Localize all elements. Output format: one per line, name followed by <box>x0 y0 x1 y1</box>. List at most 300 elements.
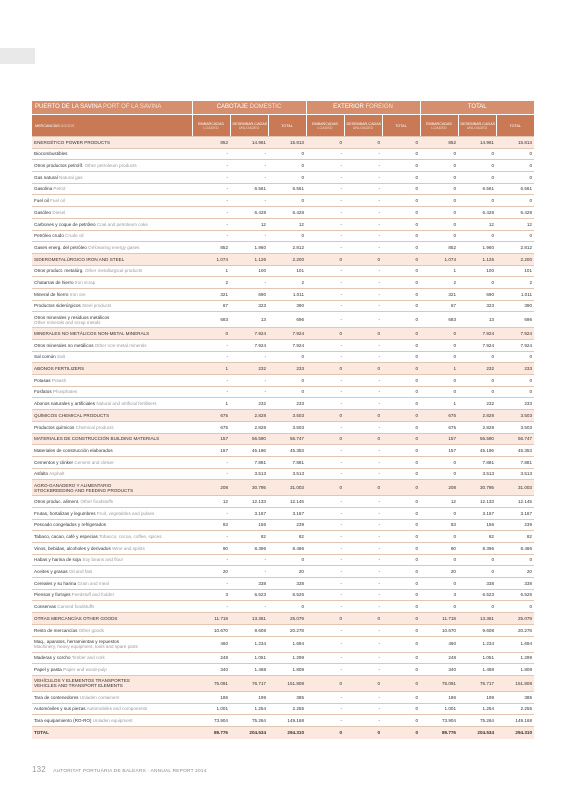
value-cell: - <box>306 715 344 727</box>
label-en: Chemical products <box>75 424 114 430</box>
value-cell: 294.310 <box>496 726 534 739</box>
value-cell: 0 <box>306 363 344 375</box>
goods-label-cell <box>32 554 192 566</box>
label-en: Petrol <box>53 186 66 192</box>
value-cell: 0 <box>344 328 382 340</box>
value-cell: - <box>306 421 344 433</box>
value-cell: - <box>192 160 230 172</box>
label-en: Canned foodstuffs <box>57 604 95 610</box>
goods-label-cell <box>32 691 192 703</box>
value-cell: 0 <box>344 363 382 375</box>
label-en: Iron ore <box>69 291 86 297</box>
value-cell: - <box>306 624 344 636</box>
label-es: Otros product. metalúrg. <box>34 268 84 274</box>
table-row <box>32 507 534 519</box>
label-es: MATERIALES DE CONSTRUCCIÓN <box>34 436 110 442</box>
table-row <box>32 195 534 207</box>
value-cell: - <box>306 566 344 578</box>
total-column-header: TOTAL <box>382 115 420 137</box>
table-row <box>32 421 534 433</box>
value-cell: - <box>192 375 230 387</box>
value-cell: 0 <box>496 601 534 613</box>
value-cell: 7.881 <box>458 456 496 468</box>
label-es: Cereales y su harina <box>34 580 77 586</box>
label-en: CHEMICAL PRODUCTS <box>58 412 110 418</box>
value-cell: - <box>344 230 382 242</box>
value-cell: - <box>306 554 344 566</box>
label-es: Potasas <box>34 377 51 383</box>
table-row <box>32 691 534 703</box>
value-cell: 852 <box>192 137 230 149</box>
value-cell: - <box>344 652 382 664</box>
goods-label-cell <box>32 624 192 636</box>
value-cell: 3.503 <box>496 421 534 433</box>
footer-org: AUTORITAT PORTUÀRIA DE BALEARS <box>53 769 146 774</box>
label-es: QUÍMICOS <box>34 412 58 418</box>
value-cell: 0 <box>268 601 306 613</box>
label-es: Maderas y corcho <box>34 655 71 661</box>
goods-label-cell <box>32 543 192 555</box>
label-es: Tara de contenedores <box>34 694 79 700</box>
value-cell: 321 <box>420 288 458 300</box>
value-cell: 13 <box>230 312 268 328</box>
value-cell: 100 <box>230 265 268 277</box>
value-cell: 1 <box>420 398 458 410</box>
value-cell: 0 <box>382 496 420 508</box>
label-es: SIDEROMETALÚRGICO <box>34 256 85 262</box>
label-es: Piensos y forrajes <box>34 592 71 598</box>
value-cell: 1.011 <box>268 288 306 300</box>
category-row <box>32 480 534 496</box>
value-cell: 0 <box>382 230 420 242</box>
label-en: Unladen equipment <box>92 717 133 723</box>
value-cell: 7.924 <box>496 340 534 352</box>
value-cell: - <box>344 519 382 531</box>
value-cell: - <box>192 148 230 160</box>
goods-label-cell <box>32 351 192 363</box>
value-cell: 0 <box>496 160 534 172</box>
value-cell: 1.694 <box>496 636 534 652</box>
value-cell: 20 <box>192 566 230 578</box>
value-cell: 0 <box>344 410 382 422</box>
value-cell: 1.254 <box>230 703 268 715</box>
value-cell: 0 <box>382 726 420 739</box>
value-cell: 0 <box>268 148 306 160</box>
value-cell: 385 <box>268 691 306 703</box>
goods-label-cell <box>32 172 192 184</box>
label-es: AGRO-GANADERO Y ALIMENTARIO <box>34 482 112 488</box>
value-cell: 6.523 <box>230 589 268 601</box>
value-cell: 3.503 <box>496 410 534 422</box>
value-cell: 0 <box>344 480 382 496</box>
label-en: OTHER GOODS <box>83 615 118 621</box>
value-cell: 0 <box>458 195 496 207</box>
value-cell: 208 <box>420 480 458 496</box>
goods-label-cell <box>32 519 192 531</box>
value-cell: 89.776 <box>192 726 230 739</box>
value-cell: 2.200 <box>496 253 534 265</box>
value-cell: - <box>344 664 382 676</box>
value-cell: 2.255 <box>268 703 306 715</box>
value-cell: 0 <box>306 253 344 265</box>
value-cell: 6.561 <box>230 183 268 195</box>
value-cell: 0 <box>382 375 420 387</box>
value-cell: 0 <box>382 703 420 715</box>
label-es: Productos siderúrgicos <box>34 303 81 309</box>
value-cell: 75.091 <box>420 675 458 691</box>
unloaded-column-header: DESEMBAR-CADAS UNLOADED <box>344 115 382 137</box>
table-row <box>32 519 534 531</box>
category-row <box>32 433 534 445</box>
value-cell: 2 <box>268 277 306 289</box>
value-cell: 3 <box>192 589 230 601</box>
value-cell: 1.126 <box>458 253 496 265</box>
value-cell: 1.694 <box>268 636 306 652</box>
value-cell: 0 <box>420 468 458 480</box>
table-row <box>32 183 534 195</box>
label-es: Gas natural <box>34 174 58 180</box>
value-cell: 1.808 <box>268 664 306 676</box>
value-cell: 3.167 <box>268 507 306 519</box>
value-cell: 460 <box>420 636 458 652</box>
goods-label-cell <box>32 410 192 422</box>
label-es: Pescado congelados y refrigerados <box>34 522 107 528</box>
label-es: Mineral de hierro <box>34 291 69 297</box>
value-cell: 6.561 <box>496 183 534 195</box>
value-cell: 0 <box>382 312 420 328</box>
value-cell: 11.718 <box>420 613 458 625</box>
value-cell: - <box>306 386 344 398</box>
value-cell: 0 <box>382 288 420 300</box>
table-row <box>32 386 534 398</box>
value-cell: 0 <box>268 386 306 398</box>
traffic-table <box>32 101 534 739</box>
value-cell: - <box>344 218 382 230</box>
value-cell: 0 <box>382 566 420 578</box>
label-es: Materiales de construcción elaborados <box>34 447 113 453</box>
goods-label-cell <box>32 386 192 398</box>
value-cell: 0 <box>268 195 306 207</box>
label-es: OTRAS MERCANCÍAS <box>34 615 82 621</box>
category-row <box>32 328 534 340</box>
label-es: Gasóleo <box>34 209 52 215</box>
value-cell: 0 <box>306 410 344 422</box>
value-cell: - <box>306 543 344 555</box>
value-cell: 0 <box>420 218 458 230</box>
label-en: BUILDING MATERIALS <box>110 436 160 442</box>
value-cell: 0 <box>382 410 420 422</box>
label-es: Carbones y coque de petróleo <box>34 221 96 227</box>
label-es: Fosfatos <box>34 389 52 395</box>
value-cell: 0 <box>382 543 420 555</box>
value-cell: 1.126 <box>230 253 268 265</box>
value-cell: - <box>230 277 268 289</box>
value-cell: 67 <box>192 300 230 312</box>
value-cell: 696 <box>496 312 534 328</box>
value-cell: 0 <box>268 172 306 184</box>
value-cell: - <box>192 386 230 398</box>
value-cell: 0 <box>382 421 420 433</box>
value-cell: 0 <box>382 507 420 519</box>
value-cell: 390 <box>268 300 306 312</box>
table-row <box>32 589 534 601</box>
label-en: Steel products <box>82 303 112 309</box>
value-cell: 0 <box>420 340 458 352</box>
label-en: Natural gas <box>59 174 83 180</box>
value-cell: - <box>344 340 382 352</box>
value-cell: 0 <box>344 726 382 739</box>
value-cell: 89.776 <box>420 726 458 739</box>
value-cell: 6.561 <box>268 183 306 195</box>
header-gray-bar <box>0 48 35 64</box>
value-cell: 0 <box>420 456 458 468</box>
value-cell: 1.051 <box>230 652 268 664</box>
goods-label-cell <box>32 277 192 289</box>
value-cell: - <box>306 312 344 328</box>
value-cell: - <box>344 172 382 184</box>
value-cell: - <box>344 375 382 387</box>
label-es: Fuel oil <box>34 198 49 204</box>
value-cell: - <box>344 242 382 254</box>
value-cell: 75.091 <box>192 675 230 691</box>
value-cell: 0 <box>382 340 420 352</box>
goods-label-cell <box>32 589 192 601</box>
value-cell: 1 <box>192 398 230 410</box>
value-cell: 6.526 <box>496 589 534 601</box>
table-body <box>32 137 534 739</box>
table-row <box>32 207 534 219</box>
label-es: Aceites y grasas <box>34 569 68 575</box>
value-cell: 2.255 <box>496 703 534 715</box>
value-cell: 0 <box>382 328 420 340</box>
table-row <box>32 300 534 312</box>
value-cell: 0 <box>458 375 496 387</box>
value-cell: 0 <box>344 433 382 445</box>
label-en: Soy beans and flour <box>82 557 124 563</box>
value-cell: 233 <box>268 363 306 375</box>
value-cell: 0 <box>382 652 420 664</box>
value-cell: 0 <box>382 183 420 195</box>
table-row <box>32 715 534 727</box>
label-en: STOCKBREEDING AND FEEDING PRODUCTS <box>34 487 134 493</box>
label-en: Crude oil <box>65 233 84 239</box>
value-cell: - <box>306 507 344 519</box>
value-cell: 3.513 <box>230 468 268 480</box>
value-cell: 0 <box>458 601 496 613</box>
value-cell: - <box>192 207 230 219</box>
value-cell: 0 <box>496 386 534 398</box>
table-row <box>32 601 534 613</box>
value-cell: 157 <box>192 445 230 457</box>
value-cell: 232 <box>458 363 496 375</box>
label-es: Frutas, hortalizas y legumbres <box>34 510 96 516</box>
value-cell: 0 <box>382 589 420 601</box>
label-es: Otros minerales y residuos metálicos <box>34 314 110 320</box>
value-cell: 0 <box>382 265 420 277</box>
value-cell: 0 <box>306 328 344 340</box>
value-cell: - <box>306 531 344 543</box>
goods-label-cell <box>32 507 192 519</box>
value-cell: 31.003 <box>268 480 306 496</box>
value-cell: 0 <box>420 386 458 398</box>
value-cell: 0 <box>420 160 458 172</box>
label-en: Other non-metal minerals <box>94 342 147 348</box>
value-cell: 1.234 <box>458 636 496 652</box>
category-row <box>32 253 534 265</box>
value-cell: - <box>344 288 382 300</box>
label-en: Other goods <box>78 627 104 633</box>
table-row <box>32 456 534 468</box>
label-es: Sal común <box>34 354 56 360</box>
goods-label-cell <box>32 288 192 300</box>
goods-label-cell <box>32 312 192 328</box>
value-cell: - <box>306 468 344 480</box>
value-cell: 2.828 <box>230 421 268 433</box>
value-cell: 0 <box>458 160 496 172</box>
value-cell: - <box>344 691 382 703</box>
value-cell: 7.924 <box>496 328 534 340</box>
value-cell: 0 <box>420 578 458 590</box>
label-en: Oil-bearing energy gases <box>88 244 140 250</box>
value-cell: 1.051 <box>458 652 496 664</box>
goods-label-cell <box>32 363 192 375</box>
port-title: PUERTO DE LA SAVINA PORT OF LA SAVINA <box>32 101 192 115</box>
value-cell: - <box>344 589 382 601</box>
value-cell: 248 <box>192 652 230 664</box>
value-cell: 186 <box>420 691 458 703</box>
goods-label-cell <box>32 242 192 254</box>
table-row <box>32 543 534 555</box>
value-cell: 73.904 <box>420 715 458 727</box>
value-cell: 1.808 <box>496 664 534 676</box>
goods-label-cell <box>32 613 192 625</box>
value-cell: - <box>344 312 382 328</box>
unloaded-column-header: DESEMBAR-CADAS UNLOADED <box>458 115 496 137</box>
value-cell: 157 <box>192 433 230 445</box>
value-cell: 0 <box>382 207 420 219</box>
value-cell: 675 <box>420 421 458 433</box>
value-cell: 208 <box>192 480 230 496</box>
value-cell: 56.747 <box>268 433 306 445</box>
value-cell: 338 <box>230 578 268 590</box>
value-cell: - <box>192 468 230 480</box>
value-cell: 7.924 <box>230 340 268 352</box>
category-row <box>32 137 534 149</box>
value-cell: 675 <box>192 410 230 422</box>
value-cell: - <box>344 507 382 519</box>
value-cell: 0 <box>306 137 344 149</box>
label-es: Cementos y clinker <box>34 459 74 465</box>
value-cell: - <box>306 340 344 352</box>
label-es: Asfalto <box>34 471 49 477</box>
value-cell: 690 <box>230 288 268 300</box>
value-cell: 1.960 <box>230 242 268 254</box>
goods-label-cell <box>32 578 192 590</box>
value-cell: 683 <box>192 312 230 328</box>
value-cell: - <box>306 519 344 531</box>
value-cell: 10.670 <box>192 624 230 636</box>
value-cell: 90 <box>420 543 458 555</box>
value-cell: - <box>192 531 230 543</box>
value-cell: 0 <box>420 328 458 340</box>
label-en: Oil and fats <box>68 569 93 575</box>
value-cell: - <box>230 148 268 160</box>
total-column-header: TOTAL <box>268 115 306 137</box>
value-cell: 0 <box>420 601 458 613</box>
value-cell: 8.486 <box>268 543 306 555</box>
value-cell: 460 <box>192 636 230 652</box>
table-row <box>32 554 534 566</box>
total-row <box>32 726 534 739</box>
value-cell: 7.924 <box>268 340 306 352</box>
value-cell: - <box>306 589 344 601</box>
goods-label-cell <box>32 468 192 480</box>
value-cell: - <box>306 703 344 715</box>
goods-label-cell <box>32 675 192 691</box>
value-cell: 3.167 <box>230 507 268 519</box>
table-row <box>32 468 534 480</box>
value-cell: 76.717 <box>458 675 496 691</box>
value-cell: 0 <box>382 386 420 398</box>
table-row <box>32 578 534 590</box>
value-cell: 0 <box>420 207 458 219</box>
value-cell: 12 <box>230 218 268 230</box>
value-cell: 199 <box>230 691 268 703</box>
label-en: Tobacco, cocoa, coffee, spices <box>99 534 162 540</box>
value-cell: - <box>306 195 344 207</box>
value-cell: 157 <box>420 433 458 445</box>
value-cell: 82 <box>458 531 496 543</box>
goods-label-cell <box>32 218 192 230</box>
value-cell: 3 <box>420 589 458 601</box>
label-en: Coal and petroleum coke <box>96 221 148 227</box>
value-cell: 1.299 <box>496 652 534 664</box>
value-cell: - <box>230 554 268 566</box>
value-cell: 1.011 <box>496 288 534 300</box>
value-cell: 82 <box>230 531 268 543</box>
label-en: Timber and cork <box>71 655 105 661</box>
value-cell: 0 <box>382 351 420 363</box>
value-cell: - <box>344 160 382 172</box>
table-row <box>32 340 534 352</box>
value-cell: 7.924 <box>268 328 306 340</box>
table-row <box>32 636 534 652</box>
label-en: Unladen containers <box>79 694 120 700</box>
value-cell: - <box>344 398 382 410</box>
value-cell: 6.526 <box>268 589 306 601</box>
value-cell: 14.961 <box>458 137 496 149</box>
value-cell: - <box>306 398 344 410</box>
value-cell: 0 <box>268 230 306 242</box>
goods-label-cell <box>32 566 192 578</box>
value-cell: 0 <box>268 160 306 172</box>
goods-label-cell <box>32 636 192 652</box>
value-cell: 2.828 <box>458 421 496 433</box>
value-cell: 0 <box>458 386 496 398</box>
value-cell: 0 <box>458 351 496 363</box>
label-es: Biocombustibles <box>34 151 68 157</box>
value-cell: 3.513 <box>496 468 534 480</box>
goods-label-cell <box>32 480 192 496</box>
loaded-column-header: EMBARCADAS LOADED <box>192 115 230 137</box>
value-cell: 0 <box>382 137 420 149</box>
value-cell: - <box>192 351 230 363</box>
value-cell: 13.361 <box>230 613 268 625</box>
value-cell: 0 <box>420 507 458 519</box>
page-footer: 132 AUTORITAT PORTUÀRIA DE BALEARS · ANNUAL REPORT 2014 <box>32 765 207 774</box>
value-cell: 10.670 <box>420 624 458 636</box>
label-en: POWER PRODUCTS <box>65 139 111 145</box>
